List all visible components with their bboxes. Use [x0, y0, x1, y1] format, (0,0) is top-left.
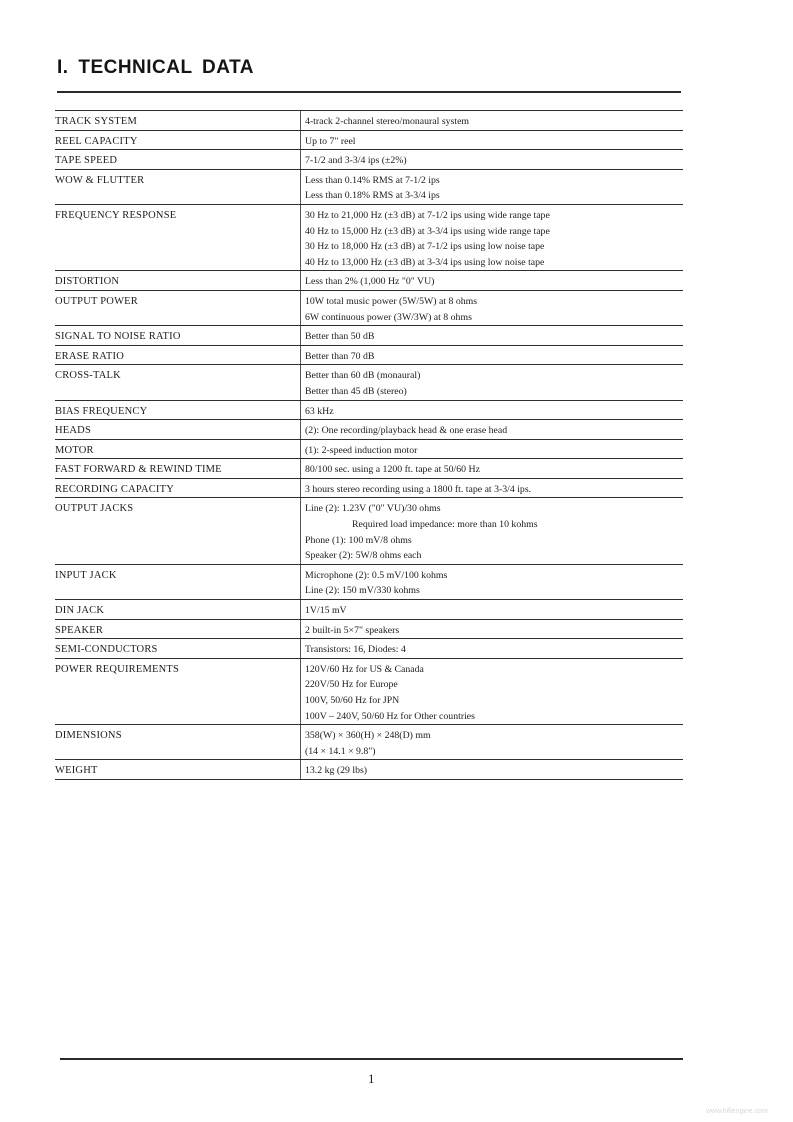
- spec-label: ERASE RATIO: [55, 350, 124, 362]
- spec-row: [55, 290, 683, 325]
- spec-value: Better than 70 dB: [305, 350, 375, 362]
- spec-values: [305, 639, 683, 658]
- column-divider: [300, 659, 301, 724]
- spec-values: [305, 479, 683, 498]
- spec-value: 30 Hz to 21,000 Hz (±3 dB) at 7-1/2 ips using wide range tape: [305, 209, 550, 221]
- spec-value: (14 × 14.1 × 9.8"): [305, 745, 376, 757]
- spec-row: [55, 638, 683, 658]
- spec-table: [55, 110, 683, 780]
- spec-value: Less than 2% (1,000 Hz "0" VU): [305, 276, 435, 288]
- spec-value: Better than 50 dB: [305, 331, 375, 343]
- spec-value: 30 Hz to 18,000 Hz (±3 dB) at 7-1/2 ips using low noise tape: [305, 241, 545, 253]
- spec-row: [55, 619, 683, 639]
- spec-values: [305, 271, 683, 290]
- column-divider: [300, 620, 301, 639]
- spec-value: Required load impedance: more than 10 kohms: [352, 519, 538, 531]
- spec-value: Line (2): 150 mV/330 kohms: [305, 585, 420, 597]
- column-divider: [300, 326, 301, 345]
- column-divider: [300, 205, 301, 270]
- column-divider: [300, 725, 301, 759]
- spec-value: 10W total music power (5W/5W) at 8 ohms: [305, 295, 478, 307]
- spec-values: [305, 401, 683, 420]
- column-divider: [300, 498, 301, 563]
- column-divider: [300, 346, 301, 365]
- spec-label: FAST FORWARD & REWIND TIME: [55, 464, 222, 476]
- spec-label: POWER REQUIREMENTS: [55, 663, 180, 675]
- column-divider: [300, 150, 301, 169]
- spec-value: 63 kHz: [305, 405, 334, 417]
- spec-row: [55, 149, 683, 169]
- spec-label: SIGNAL TO NOISE RATIO: [55, 331, 181, 343]
- spec-row: [55, 439, 683, 459]
- spec-row: [55, 478, 683, 498]
- spec-label: DIMENSIONS: [55, 730, 122, 742]
- column-divider: [300, 131, 301, 150]
- spec-row: [55, 724, 683, 759]
- spec-label: MOTOR: [55, 444, 94, 456]
- column-divider: [300, 291, 301, 325]
- spec-values: [305, 600, 683, 619]
- spec-values: [305, 131, 683, 150]
- spec-value: (1): 2-speed induction motor: [305, 444, 418, 456]
- spec-values: [305, 565, 683, 599]
- column-divider: [300, 170, 301, 204]
- footer-rule: [60, 1058, 683, 1060]
- spec-value: Phone (1): 100 mV/8 ohms: [305, 534, 412, 546]
- spec-row: [55, 325, 683, 345]
- spec-values: [305, 291, 683, 325]
- spec-label: WOW & FLUTTER: [55, 174, 145, 186]
- spec-value: Transistors: 16, Diodes: 4: [305, 644, 406, 656]
- spec-value: 40 Hz to 13,000 Hz (±3 dB) at 3-3/4 ips using low noise tape: [305, 256, 545, 268]
- spec-label: WEIGHT: [55, 765, 98, 777]
- page-title: I. TECHNICAL DATA: [57, 57, 254, 78]
- spec-label: RECORDING CAPACITY: [55, 483, 175, 495]
- spec-values: [305, 659, 683, 724]
- spec-value: Line (2): 1.23V ("0" VU)/30 ohms: [305, 503, 441, 515]
- column-divider: [300, 365, 301, 399]
- spec-value: 4-track 2-channel stereo/monaural system: [305, 116, 470, 127]
- spec-value: Speaker (2): 5W/8 ohms each: [305, 550, 422, 562]
- spec-label: CROSS-TALK: [55, 370, 121, 382]
- spec-label: TRACK SYSTEM: [55, 116, 138, 127]
- spec-value: 7-1/2 and 3-3/4 ips (±2%): [305, 155, 407, 167]
- column-divider: [300, 459, 301, 478]
- title-rule: [57, 91, 681, 93]
- spec-row: [55, 270, 683, 290]
- spec-label: OUTPUT JACKS: [55, 503, 134, 515]
- spec-row: [55, 497, 683, 563]
- spec-values: [305, 205, 683, 270]
- spec-value: Microphone (2): 0.5 mV/100 kohms: [305, 569, 448, 581]
- spec-row: [55, 169, 683, 204]
- column-divider: [300, 440, 301, 459]
- spec-label: SEMI-CONDUCTORS: [55, 644, 158, 656]
- column-divider: [300, 760, 301, 779]
- spec-row: [55, 564, 683, 599]
- spec-value: (2): One recording/playback head & one erase head: [305, 425, 508, 437]
- spec-row: [55, 458, 683, 478]
- spec-row: [55, 400, 683, 420]
- spec-label: REEL CAPACITY: [55, 135, 138, 147]
- spec-value: 2 built-in 5×7" speakers: [305, 624, 400, 636]
- spec-label: HEADS: [55, 425, 92, 437]
- spec-row: [55, 599, 683, 619]
- spec-value: 3 hours stereo recording using a 1800 ft. tape at 3-3/4 ips.: [305, 483, 532, 495]
- spec-row: [55, 110, 683, 130]
- spec-value: 40 Hz to 15,000 Hz (±3 dB) at 3-3/4 ips using wide range tape: [305, 225, 550, 237]
- spec-values: [305, 760, 683, 779]
- spec-value: 358(W) × 360(H) × 248(D) mm: [305, 730, 431, 742]
- column-divider: [300, 565, 301, 599]
- spec-value: 6W continuous power (3W/3W) at 8 ohms: [305, 311, 472, 323]
- spec-row: [55, 759, 683, 780]
- spec-values: [305, 111, 683, 130]
- spec-values: [305, 498, 683, 563]
- column-divider: [300, 479, 301, 498]
- page-number: 1: [368, 1071, 375, 1086]
- spec-values: [305, 420, 683, 439]
- spec-row: [55, 419, 683, 439]
- spec-values: [305, 346, 683, 365]
- spec-label: INPUT JACK: [55, 569, 117, 581]
- spec-label: DIN JACK: [55, 605, 105, 617]
- spec-row: [55, 345, 683, 365]
- column-divider: [300, 111, 301, 130]
- spec-value: 13.2 kg (29 lbs): [305, 765, 368, 777]
- spec-label: SPEAKER: [55, 624, 104, 636]
- spec-value: 80/100 sec. using a 1200 ft. tape at 50/60 Hz: [305, 464, 480, 476]
- spec-value: 120V/60 Hz for US & Canada: [305, 663, 424, 675]
- column-divider: [300, 639, 301, 658]
- spec-value: 100V, 50/60 Hz for JPN: [305, 695, 400, 706]
- column-divider: [300, 271, 301, 290]
- spec-value: Up to 7" reel: [305, 135, 356, 147]
- spec-value: Less than 0.18% RMS at 3-3/4 ips: [305, 190, 440, 202]
- spec-values: [305, 459, 683, 478]
- spec-value: 220V/50 Hz for Europe: [305, 679, 398, 691]
- watermark-text: www.hifiengine.com: [706, 1108, 768, 1115]
- spec-value: Less than 0.14% RMS at 7-1/2 ips: [305, 174, 440, 186]
- spec-row: [55, 204, 683, 270]
- spec-row: [55, 364, 683, 399]
- spec-values: [305, 326, 683, 345]
- column-divider: [300, 600, 301, 619]
- spec-value: Better than 45 dB (stereo): [305, 385, 407, 397]
- spec-value: 1V/15 mV: [305, 605, 347, 617]
- spec-values: [305, 170, 683, 204]
- spec-values: [305, 725, 683, 759]
- spec-label: OUTPUT POWER: [55, 295, 139, 307]
- spec-label: TAPE SPEED: [55, 155, 118, 167]
- column-divider: [300, 401, 301, 420]
- spec-values: [305, 365, 683, 399]
- spec-values: [305, 620, 683, 639]
- spec-value: Better than 60 dB (monaural): [305, 370, 421, 382]
- spec-values: [305, 440, 683, 459]
- spec-label: BIAS FREQUENCY: [55, 405, 148, 417]
- spec-values: [305, 150, 683, 169]
- spec-value: 100V – 240V, 50/60 Hz for Other countries: [305, 710, 475, 722]
- spec-row: [55, 658, 683, 724]
- column-divider: [300, 420, 301, 439]
- spec-row: [55, 130, 683, 150]
- spec-label: FREQUENCY RESPONSE: [55, 209, 177, 221]
- spec-label: DISTORTION: [55, 276, 120, 288]
